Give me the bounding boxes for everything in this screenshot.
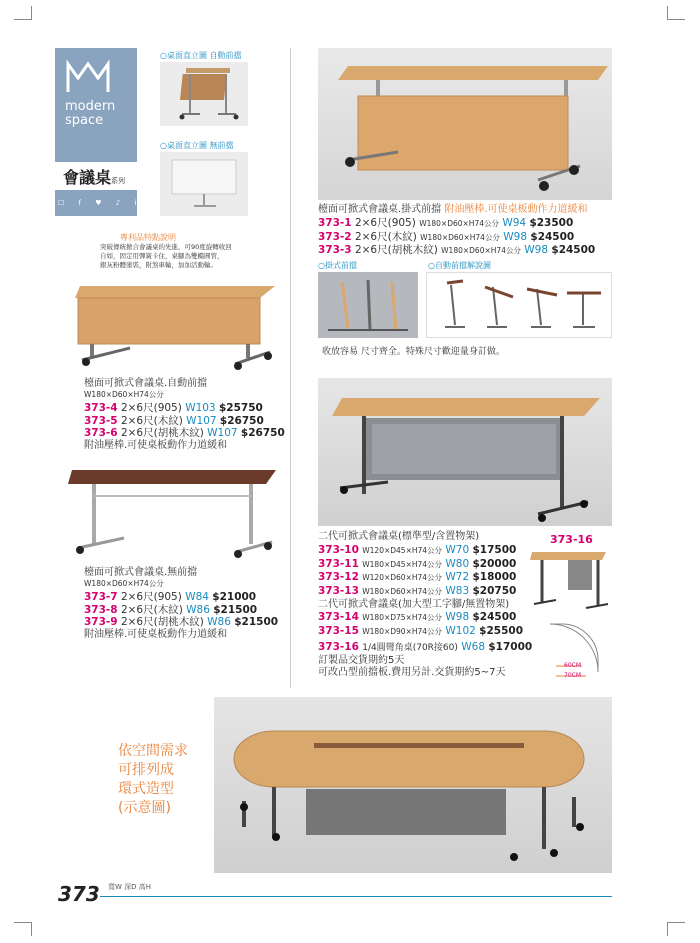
- weight: W103: [185, 402, 216, 414]
- sku: 373-14: [318, 611, 359, 623]
- sku: 373-7: [84, 591, 118, 603]
- product-row: [318, 571, 532, 585]
- patent-title: 專利品特點說明: [120, 233, 176, 242]
- product-row: [318, 544, 532, 558]
- dims: W180×D45×H74公分: [362, 559, 443, 569]
- category-name: 會議桌: [63, 168, 112, 187]
- dims: W180×D60×H74公分: [420, 232, 500, 242]
- weight: W94: [502, 217, 527, 229]
- desc: 2×6尺(木紋): [354, 230, 417, 243]
- group-hang-title: 檯面可掀式會議桌.掛式前擋: [318, 204, 442, 215]
- desc: 2×6尺(905): [120, 402, 182, 414]
- price: $17500: [472, 544, 517, 556]
- weight: W107: [207, 427, 238, 439]
- product-row: [318, 585, 532, 599]
- price: $20750: [472, 584, 517, 597]
- social-icons: [58, 199, 153, 207]
- price: $26750: [240, 427, 285, 439]
- price: $23500: [529, 217, 574, 229]
- caption-upright-nofront: ○桌面直立圖 無前擋: [160, 141, 234, 150]
- diagram-auto-front: [426, 272, 612, 338]
- dims: W180×D60×H74公分: [362, 586, 443, 596]
- corner-dim-60: 60CM: [564, 662, 582, 669]
- desc: 2×6尺(胡桃木紋): [354, 244, 438, 256]
- weight: W72: [445, 571, 470, 583]
- desc: 2×6尺(905): [120, 591, 182, 603]
- crop-mark-bottom-right: [667, 922, 685, 936]
- brand-logo-icon: [65, 60, 111, 94]
- weight: W68: [461, 641, 485, 653]
- footer-legend: 寬W 深D 高H: [108, 883, 152, 891]
- brand-name: [65, 100, 115, 128]
- weight: W86: [207, 616, 231, 628]
- instagram-icon[interactable]: ☐: [58, 199, 71, 207]
- photo-ring-layout: [214, 697, 612, 873]
- music-icon[interactable]: ♪: [115, 199, 127, 207]
- price: $24500: [530, 230, 575, 243]
- price: $24500: [551, 244, 596, 256]
- desc: 2×6尺(905): [354, 217, 416, 229]
- price: $25750: [218, 402, 263, 414]
- layout-caption: [118, 742, 188, 818]
- sku: 373-13: [318, 584, 359, 597]
- dims: W180×D60×H74公分: [419, 219, 499, 228]
- group-auto: [84, 378, 285, 452]
- layout-caption-line: (示意圖): [118, 800, 171, 816]
- price: $26750: [219, 414, 264, 427]
- category-suffix: 系列: [111, 177, 126, 185]
- group-none: [84, 567, 278, 641]
- photo-table-auto-front: [70, 278, 280, 373]
- sku: 373-3: [318, 244, 352, 256]
- weight: W98: [445, 611, 470, 623]
- desc: 2×6尺(木紋): [120, 414, 183, 427]
- patent-description: [100, 243, 232, 270]
- product-row: [84, 591, 278, 604]
- desc: 2×6尺(胡桃木紋): [120, 616, 204, 628]
- sku: 373-2: [318, 230, 352, 243]
- photo-hanging-detail: [318, 272, 418, 338]
- caption-upright-front: ○桌面直立圖 自動前擋: [160, 51, 242, 60]
- photo-table-hanging-front: [318, 48, 612, 200]
- footer-rule: [100, 896, 612, 897]
- sku: 373-4: [84, 402, 118, 414]
- caption-auto-diagram: ○自動前擋解說圖: [428, 261, 491, 270]
- group-auto-dims: W180×D60×H74公分: [84, 390, 164, 399]
- sku: 373-15: [318, 624, 359, 637]
- sku: 373-1: [318, 217, 352, 229]
- group-none-title: 檯面可掀式會議桌.無前擋: [84, 567, 198, 578]
- gen2-note-2: 可改凸型前擋板.費用另計.交貨期約5~7天: [318, 666, 506, 678]
- dims: W120×D45×H74公分: [362, 546, 443, 555]
- gen2-note-1: 訂製品交貨期約5天: [318, 654, 405, 666]
- layout-caption-line: 依空間需求: [118, 743, 188, 759]
- group-hang: [318, 204, 595, 258]
- dims: W180×D60×H74公分: [441, 246, 521, 255]
- price: $18000: [472, 571, 517, 583]
- price: $24500: [472, 611, 517, 623]
- group-none-dims: W180×D60×H74公分: [84, 579, 164, 588]
- product-row: [318, 231, 595, 245]
- group-gen2-std-title: 二代可掀式會議桌(標準型/含置物架): [318, 531, 480, 542]
- product-row: [84, 616, 278, 629]
- layout-caption-line: 可排列成: [118, 762, 174, 778]
- crop-mark-top-right: [667, 6, 685, 20]
- dims: W180×D75×H74公分: [362, 613, 443, 622]
- product-row: [84, 604, 278, 617]
- group-hang-footnote: 收放容易 尺寸齊全。特殊尺寸歡迎量身訂做。: [322, 347, 505, 357]
- price: $17000: [488, 641, 533, 653]
- group-auto-title: 檯面可掀式會議桌.自動前擋: [84, 378, 208, 389]
- corner-dim-70: 70CM: [564, 672, 582, 679]
- product-row: [318, 558, 532, 572]
- weight: W107: [186, 414, 217, 427]
- heart-icon[interactable]: ♥: [95, 199, 108, 207]
- photo-corner-table: [528, 546, 612, 614]
- weight: W98: [503, 230, 528, 243]
- crop-mark-bottom-left: [14, 922, 32, 936]
- price: $21000: [212, 591, 257, 603]
- crop-mark-top-left: [14, 6, 32, 20]
- diagram-corner-dims: [546, 620, 612, 682]
- sku: 373-8: [84, 603, 118, 616]
- group-hang-note: 附油壓棒.可使桌板動作力道緩和: [444, 204, 588, 215]
- caption-hanging: ○掛式前擋: [318, 261, 357, 270]
- group-gen2-std: [318, 531, 532, 679]
- weight: W102: [445, 624, 476, 637]
- brand-name-line-1: modern: [65, 99, 116, 114]
- sku: 373-10: [318, 544, 359, 556]
- product-row: [318, 625, 532, 639]
- product-row: [84, 415, 285, 428]
- linkedin-icon[interactable]: in: [134, 199, 153, 207]
- product-row: [318, 217, 595, 231]
- photo-upright-nofront: [160, 152, 248, 216]
- dims: W120×D60×H74公分: [362, 573, 443, 582]
- sku: 373-5: [84, 414, 118, 427]
- product-row: [318, 611, 532, 625]
- group-none-note: 附油壓棒.可使桌板動作力道緩和: [84, 628, 228, 640]
- product-row: [84, 427, 285, 440]
- patent-line: 突破傳統掀合會議桌的先進，可90度旋轉收回: [100, 243, 232, 251]
- facebook-icon[interactable]: f: [78, 199, 87, 207]
- weight: W84: [185, 591, 209, 603]
- layout-caption-line: 環式造型: [118, 781, 174, 797]
- desc: 2×6尺(木紋): [120, 603, 183, 616]
- group-auto-note: 附油壓棒.可使桌板動作力道緩和: [84, 439, 228, 451]
- weight: W98: [524, 244, 549, 256]
- patent-line: 銀灰粉體塗裝，附煞車輪，加加活動輪。: [100, 261, 217, 269]
- product-row: [318, 641, 532, 655]
- patent-line: 自如，固定用彈簧卡住，桌腳為雙橢圓管，: [100, 252, 224, 260]
- weight: W70: [445, 544, 470, 556]
- brand-block: [55, 48, 137, 216]
- dims: W180×D90×H74公分: [362, 626, 443, 636]
- weight: W83: [445, 584, 470, 597]
- desc: 2×6尺(胡桃木紋): [120, 427, 204, 439]
- price: $25500: [479, 624, 524, 637]
- sku: 373-9: [84, 616, 118, 628]
- product-row: [318, 244, 595, 258]
- page-number: 373: [58, 882, 100, 906]
- sku: 373-11: [318, 557, 359, 570]
- label-373-16: 373-16: [550, 533, 593, 546]
- desc: 1/4圓彎角桌(70R接60): [362, 643, 458, 653]
- brand-name-line-2: space: [65, 113, 104, 128]
- photo-upright-front: [160, 62, 248, 126]
- weight: W86: [186, 603, 210, 616]
- sku: 373-6: [84, 427, 118, 439]
- column-divider: [290, 48, 291, 688]
- photo-table-gen2: [318, 378, 612, 526]
- sku: 373-16: [318, 641, 359, 653]
- photo-table-no-front: [66, 466, 281, 561]
- category-title: [55, 162, 137, 190]
- group-gen2-big-title: 二代可掀式會議桌(加大型工字腳/無置物架): [318, 599, 510, 610]
- price: $21500: [213, 603, 258, 616]
- price: $21500: [234, 616, 279, 628]
- sku: 373-12: [318, 571, 359, 583]
- product-row: [84, 402, 285, 415]
- weight: W80: [445, 557, 470, 570]
- price: $20000: [472, 557, 517, 570]
